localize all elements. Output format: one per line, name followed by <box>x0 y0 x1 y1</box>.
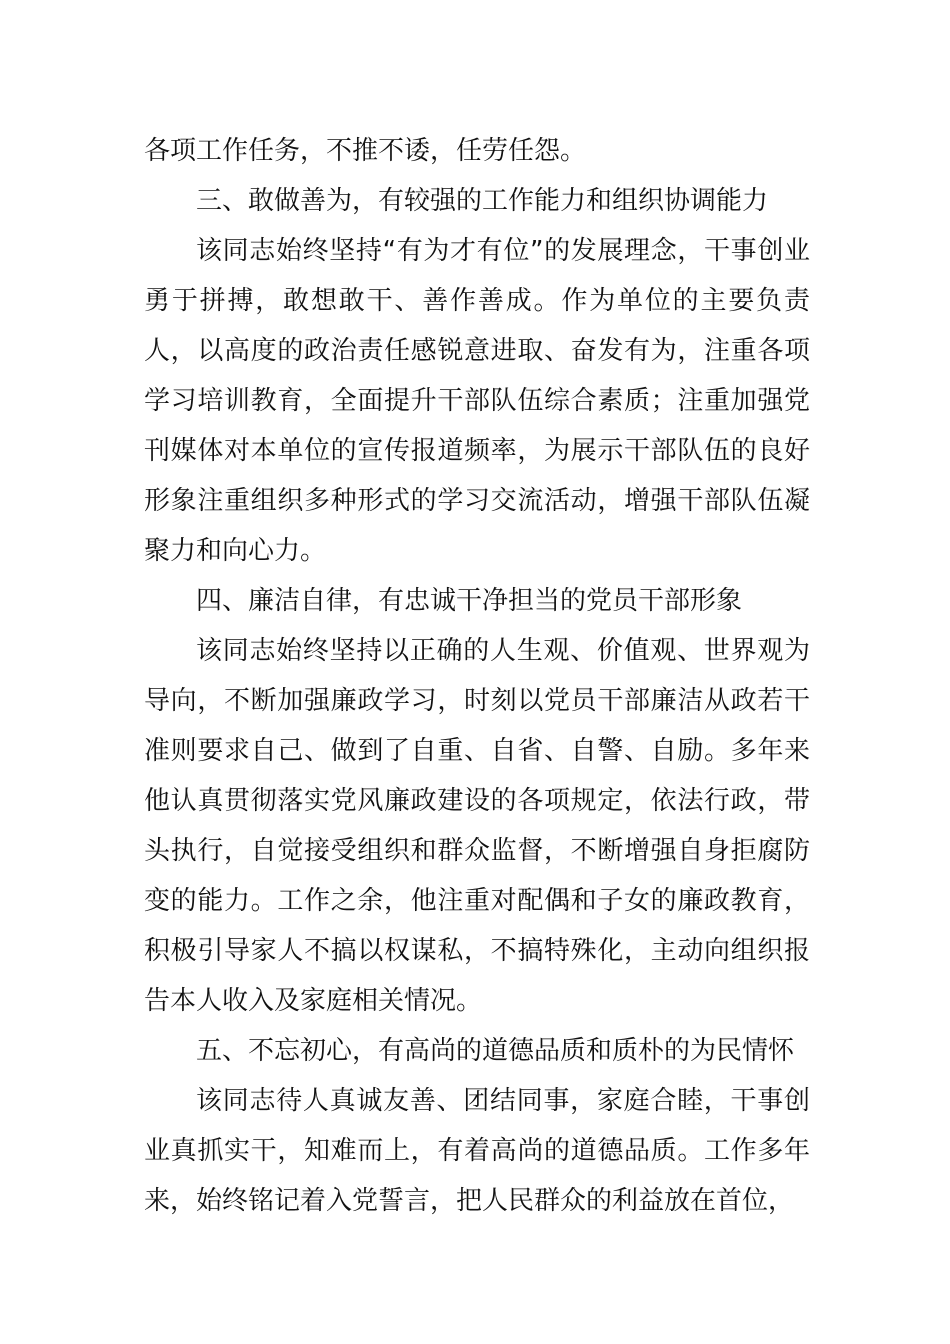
section-heading-5: 五、不忘初心，有高尚的道德品质和质朴的为民情怀 <box>196 1036 795 1066</box>
paragraph-section-4: 该同志始终坚持以正确的人生观、价值观、世界观为导向，不断加强廉政学习，时刻以党员干部廉洁从政若干准则要求自己、做到了自重、自省、自警、自励。多年来他认真贯彻落实党风廉政建设的各项规定，依法行政，带头执行，自觉接受组织和群众监督，不断增强自身拒腐防变的能力。工作之余，他注重对配偶和子女的廉政教育，积极引导家人不搞以权谋私，不搞特殊化，主动向组织报告本人收入及家庭相关情况。 <box>144 636 810 1016</box>
section-heading-3: 三、敢做善为，有较强的工作能力和组织协调能力 <box>196 186 769 216</box>
paragraph-section-5: 该同志待人真诚友善、团结同事，家庭合睦，干事创业真抓实干，知难而上，有着高尚的道德品质。工作多年来，始终铭记着入党誓言，把人民群众的利益放在首位， <box>144 1086 810 1216</box>
document-body <box>144 126 810 1226</box>
paragraph-continuation: 各项工作任务，不推不诿，任劳任怨。 <box>144 136 587 166</box>
section-heading-4: 四、廉洁自律，有忠诚干净担当的党员干部形象 <box>196 586 743 616</box>
paragraph-section-3: 该同志始终坚持“有为才有位”的发展理念，干事创业勇于拼搏，敢想敢干、善作善成。作为单位的主要负责人，以高度的政治责任感锐意进取、奋发有为，注重各项学习培训教育，全面提升干部队伍综合素质；注重加强党刊媒体对本单位的宣传报道频率，为展示干部队伍的良好形象注重组织多种形式的学习交流活动，增强干部队伍凝聚力和向心力。 <box>144 236 810 566</box>
